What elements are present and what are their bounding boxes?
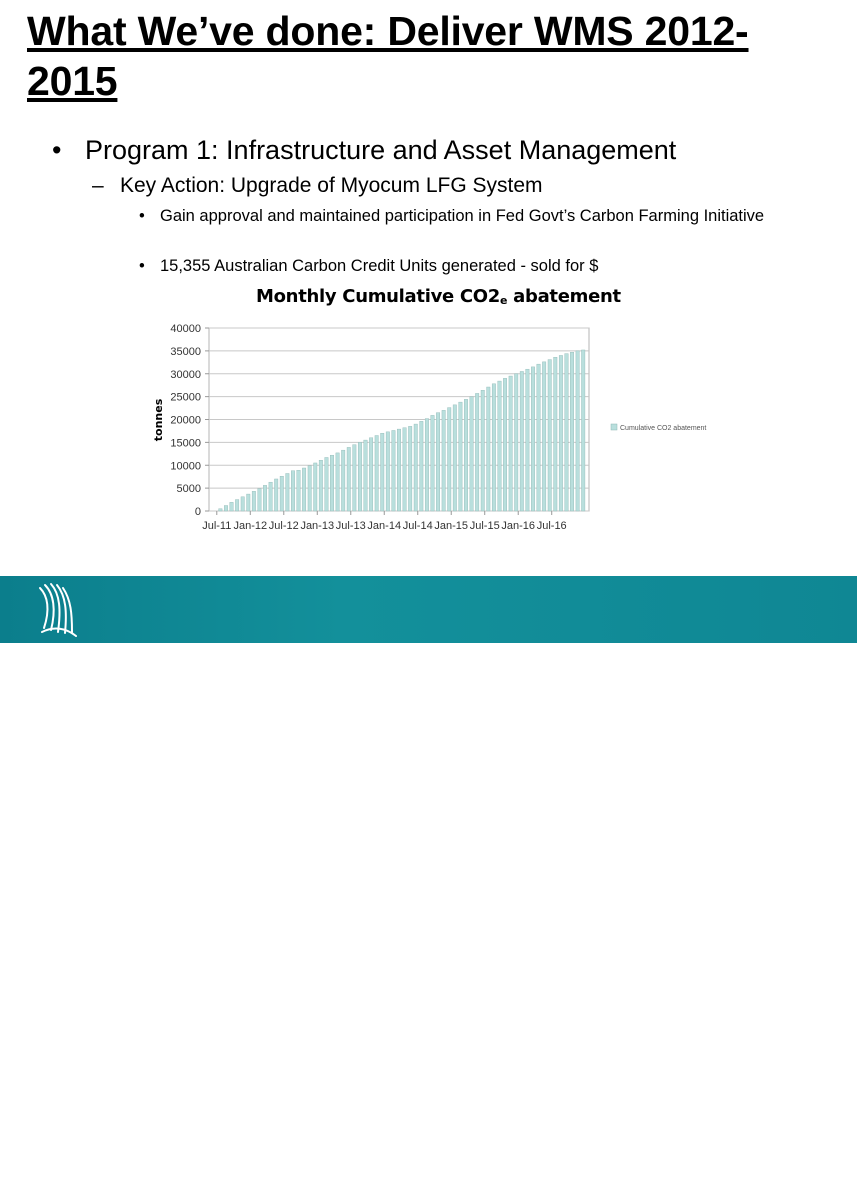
bar xyxy=(481,390,484,511)
bar xyxy=(364,440,367,511)
bar xyxy=(297,470,300,511)
bar xyxy=(230,502,233,511)
bar xyxy=(291,471,294,511)
bar xyxy=(252,491,255,511)
bar xyxy=(397,429,400,511)
legend-label: Cumulative CO2 abatement xyxy=(620,425,707,432)
x-tick-label: Jul-16 xyxy=(536,520,567,532)
y-tick-label: 25000 xyxy=(170,391,201,404)
y-tick-label: 0 xyxy=(194,506,201,518)
bullet-program-text: Program 1: Infrastructure and Asset Management xyxy=(85,135,677,165)
bar xyxy=(475,393,478,511)
bar xyxy=(408,426,411,511)
bar xyxy=(436,413,439,511)
bar xyxy=(247,494,250,511)
bar xyxy=(526,369,529,511)
bar xyxy=(531,367,534,511)
bar xyxy=(464,399,467,511)
bar xyxy=(559,355,562,511)
bar xyxy=(302,468,305,511)
chart-title-suffix: abatement xyxy=(507,286,621,307)
bar xyxy=(258,489,261,511)
bar xyxy=(503,378,506,511)
bar xyxy=(286,473,289,511)
bar xyxy=(336,453,339,511)
x-tick-label: Jan-15 xyxy=(434,520,469,532)
bar xyxy=(548,360,551,511)
bar xyxy=(554,357,557,511)
y-tick-label: 35000 xyxy=(170,345,201,358)
council-name: Byron Shire Council xyxy=(107,1180,284,1202)
bar xyxy=(487,387,490,511)
bullet-key-action-text: Key Action: Upgrade of Myocum LFG System xyxy=(120,174,543,197)
bar xyxy=(448,408,451,511)
y-tick-label: 30000 xyxy=(170,368,201,381)
bar xyxy=(537,364,540,511)
bar xyxy=(319,460,322,511)
y-axis-label: tonnes xyxy=(152,398,165,442)
bar xyxy=(565,354,568,511)
bar xyxy=(235,500,238,511)
bar xyxy=(263,485,266,511)
y-tick-label: 15000 xyxy=(170,437,201,450)
bar xyxy=(581,350,584,511)
bullet-dot: • xyxy=(139,257,145,275)
x-tick-label: Jul-11 xyxy=(202,520,232,532)
legend-swatch xyxy=(611,424,617,430)
bar xyxy=(492,384,495,511)
bar xyxy=(369,438,372,511)
bullet-dot: • xyxy=(52,135,62,165)
y-tick-label: 20000 xyxy=(170,414,201,427)
y-tick-label: 10000 xyxy=(170,460,201,473)
bar xyxy=(381,433,384,511)
bullet-dot: • xyxy=(139,207,145,225)
bar xyxy=(341,450,344,511)
bar xyxy=(269,482,272,511)
footer-bar xyxy=(0,576,857,1202)
x-tick-label: Jul-12 xyxy=(268,520,299,532)
bar xyxy=(459,402,462,511)
bullet-point-approval-text: Gain approval and maintained participation in Fed Govt’s Carbon Farming Initiative xyxy=(160,207,765,225)
bar xyxy=(514,374,517,511)
x-tick-label: Jul-14 xyxy=(402,520,433,532)
bar xyxy=(224,506,227,511)
x-tick-label: Jan-16 xyxy=(501,520,536,532)
x-tick-label: Jan-12 xyxy=(233,520,268,532)
bar xyxy=(375,436,378,511)
bar xyxy=(453,405,456,511)
bar xyxy=(414,424,417,511)
bar xyxy=(520,371,523,511)
bar xyxy=(425,419,428,511)
x-tick-label: Jan-13 xyxy=(300,520,335,532)
bar xyxy=(386,432,389,511)
bullet-dash: – xyxy=(92,174,104,197)
bar xyxy=(431,415,434,511)
bar xyxy=(274,479,277,511)
bar xyxy=(280,476,283,511)
bar xyxy=(392,430,395,511)
bar xyxy=(219,509,222,511)
bullet-point-credits-text: 15,355 Australian Carbon Credit Units generated - sold for $ xyxy=(160,257,599,275)
x-tick-label: Jul-13 xyxy=(335,520,366,532)
bar xyxy=(347,447,350,511)
bar xyxy=(314,463,317,511)
x-tick-label: Jul-15 xyxy=(469,520,500,532)
bar xyxy=(403,428,406,511)
bar xyxy=(325,457,328,511)
chart-title-subscript: e xyxy=(500,294,508,307)
bar xyxy=(330,455,333,511)
bar xyxy=(241,497,244,511)
slide-title: What We’ve done: Deliver WMS 2012-2015 xyxy=(27,8,749,104)
byron-council-logo-icon xyxy=(30,576,110,643)
council-url: www.byron.nsw.gov.au xyxy=(567,1174,831,1200)
bar xyxy=(420,421,423,511)
bar xyxy=(308,466,311,511)
chart-title-main: Monthly Cumulative CO2 xyxy=(256,286,501,307)
bar xyxy=(498,381,501,511)
bar xyxy=(442,410,445,511)
abatement-chart xyxy=(0,0,857,576)
y-tick-label: 40000 xyxy=(170,323,201,335)
bar xyxy=(542,362,545,511)
bar xyxy=(576,351,579,511)
bar xyxy=(358,442,361,511)
bar xyxy=(570,352,573,511)
y-tick-label: 5000 xyxy=(176,483,201,496)
bar xyxy=(353,445,356,511)
x-tick-label: Jan-14 xyxy=(367,520,402,532)
bar xyxy=(470,397,473,511)
bar xyxy=(509,376,512,511)
